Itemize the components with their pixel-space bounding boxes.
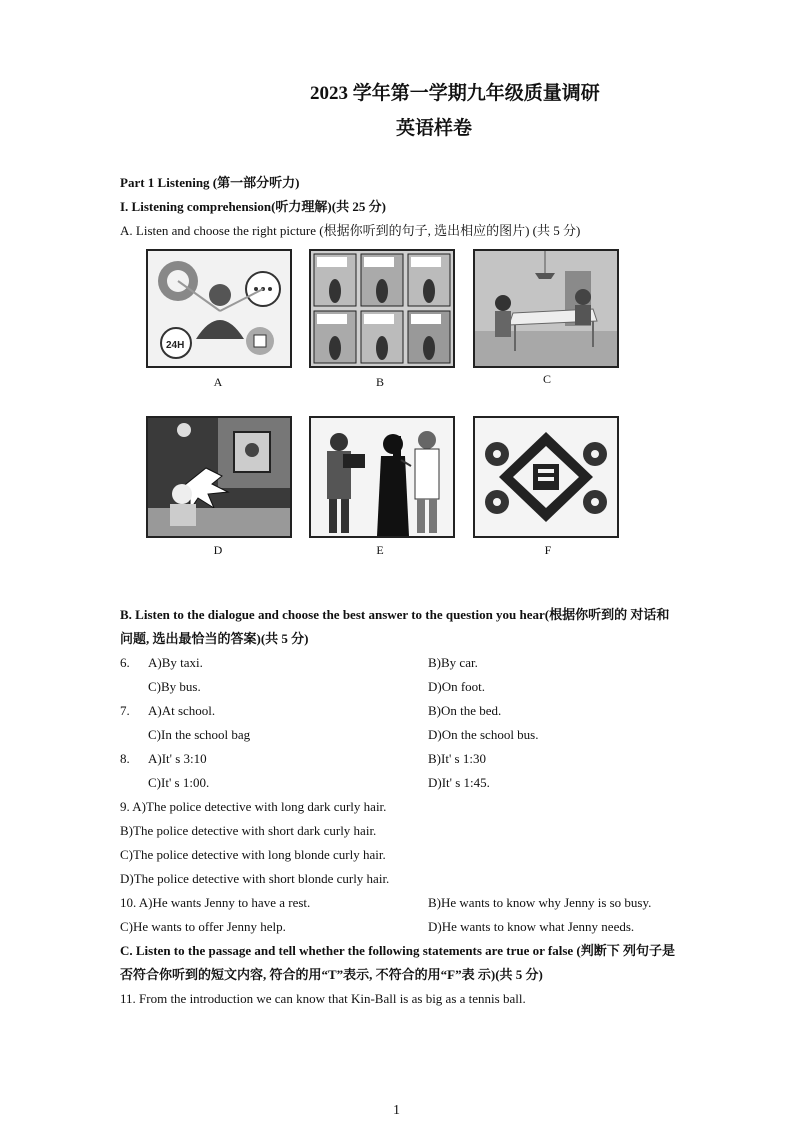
picture-label-c: C (542, 372, 551, 386)
picture-d (146, 416, 292, 538)
section-a-instruction: A. Listen and choose the right picture (根据你听到的句子, 选出相应的图片) (共 5 分) (120, 223, 581, 238)
section-i-heading: I. Listening comprehension(听力理解)(共 25 分) (120, 199, 386, 214)
option-c: C)In the school bag (148, 727, 251, 742)
option-b: B)It' s 1:30 (428, 751, 486, 766)
option-a: A)At school. (148, 703, 216, 718)
comic-strip-icon (311, 251, 453, 366)
picture-label-d: D (213, 543, 223, 557)
q9-option-d: D)The police detective with short blonde curly hair. (120, 871, 390, 886)
q10-option-a: 10. A)He wants Jenny to have a rest. (120, 895, 311, 910)
section-c-instruction: C. Listen to the passage and tell whether the following statements are true or false (判断下 列句子是 (120, 943, 675, 958)
picture-a (146, 249, 292, 368)
q9-option-a: 9. A)The police detective with long dark curly hair. (120, 799, 387, 814)
option-d: D)On foot. (428, 679, 486, 694)
q10-option-d: D)He wants to know what Jenny needs. (428, 919, 635, 934)
option-c: C)By bus. (148, 679, 201, 694)
option-b: B)On the bed. (428, 703, 502, 718)
q9-option-c: C)The police detective with long blonde curly hair. (120, 847, 386, 862)
q10-option-c: C)He wants to offer Jenny help. (120, 919, 286, 934)
section-c-instruction-cont: 否符合你听到的短文内容, 符合的用“T”表示, 不符合的用“F”表 示)(共 5 分) (120, 967, 543, 982)
picture-b (309, 249, 455, 368)
section-b-instruction: B. Listen to the dialogue and choose the best answer to the question you hear(根据你听到的 对话和 (120, 607, 670, 622)
phone-24h-service-icon (148, 251, 290, 366)
paper-cut-fu-icon (475, 418, 617, 536)
picture-label-b: B (375, 375, 384, 389)
section-b-instruction-cont: 问题, 选出最恰当的答案)(共 5 分) (120, 631, 309, 646)
q9-option-b: B)The police detective with short dark curly hair. (120, 823, 377, 838)
exam-title: 2023 学年第一学期九年级质量调研 (310, 83, 600, 104)
police-interview-room-icon (475, 251, 617, 366)
option-a: A)By taxi. (148, 655, 203, 670)
noisy-night-neighbor-icon (148, 418, 290, 536)
part-heading: Part 1 Listening (第一部分听力) (120, 175, 300, 190)
exam-subtitle: 英语样卷 (396, 118, 473, 139)
option-a: A)It' s 3:10 (148, 751, 207, 766)
question-11: 11. From the introduction we can know that Kin-Ball is as big as a tennis ball. (120, 991, 526, 1006)
picture-label-a: A (213, 375, 223, 389)
question-number: 7. (120, 703, 130, 718)
option-b: B)By car. (428, 655, 478, 670)
picture-e (309, 416, 455, 538)
picture-c (473, 249, 619, 368)
option-c: C)It' s 1:00. (148, 775, 210, 790)
q10-option-b: B)He wants to know why Jenny is so busy. (428, 895, 652, 910)
question-number: 6. (120, 655, 130, 670)
question-number: 8. (120, 751, 130, 766)
page-number: 1 (393, 1103, 400, 1118)
option-d: D)On the school bus. (428, 727, 539, 742)
svg-text:24H: 24H (166, 340, 185, 351)
option-d: D)It' s 1:45. (428, 775, 490, 790)
picture-f (473, 416, 619, 538)
picture-label-e: E (376, 543, 384, 557)
tv-news-interview-icon (311, 418, 453, 536)
picture-label-f: F (544, 543, 552, 557)
